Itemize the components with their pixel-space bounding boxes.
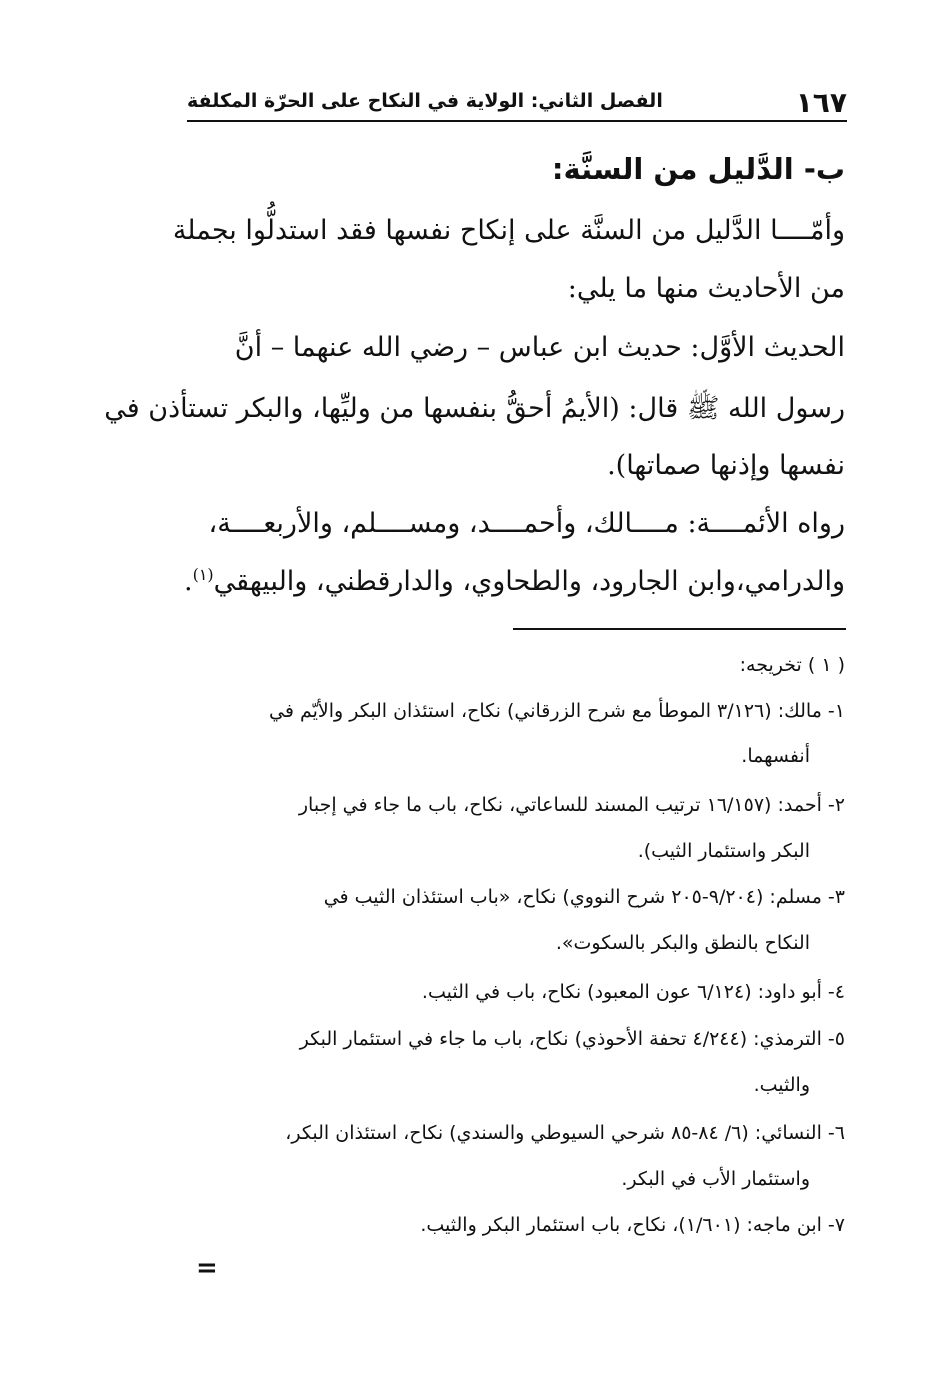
footnote-line: ٣- مسلم: (٩/٢٠٤-٢٠٥ شرح النووي) نكاح، «باب استئذان الثيب في [323, 886, 845, 908]
footnote-line: النكاح بالنطق والبكر بالسكوت». [555, 932, 810, 954]
body-line-6: رواه الأئمــــة: مــــالك، وأحمــــد، ومســــلم، والأربعــــة، [208, 508, 845, 539]
footnote-line: واستئمار الأب في البكر. [621, 1168, 810, 1190]
section-heading: ب- الدَّليل من السنَّة: [551, 152, 845, 186]
chapter-title: الفصل الثاني: الولاية في النكاح على الحرّة المكلفة [187, 90, 663, 112]
footnote-line: ٥- الترمذي: (٤/٢٤٤ تحفة الأحوذي) نكاح، باب ما جاء في استئمار البكر [299, 1028, 845, 1050]
body-line-2: من الأحاديث منها ما يلي: [567, 273, 845, 304]
footnote-heading: ( ١ ) تخريجه: [739, 654, 845, 676]
footnote-ref: (١) [192, 565, 214, 584]
header-rule [187, 120, 847, 122]
footnote-line: ١- مالك: (٣/١٢٦ الموطأ مع شرح الزرقاني) نكاح، استئذان البكر والأيّم في [269, 700, 845, 722]
footnote-line: ٧- ابن ماجه: (١/٦٠١)، نكاح، باب استئمار البكر والثيب. [420, 1214, 845, 1236]
footnote-line: ٦- النسائي: (٦/ ٨٤-٨٥ شرحي السيوطي والسندي) نكاح، استئذان البكر، [285, 1122, 845, 1144]
footnote-line: البكر واستئمار الثيب). [637, 840, 810, 862]
body-line-5: نفسها وإذنها صماتها). [607, 450, 845, 481]
body-line-3: الحديث الأوَّل: حديث ابن عباس – رضي الله عنهما – أنَّ [234, 332, 845, 363]
body-line-4: رسول الله ﷺ قال: (الأيمُ أحقُّ بنفسها من وليِّها، والبكر تستأذن في [104, 393, 845, 424]
page-number: ١٦٧ [795, 86, 847, 119]
body-line-7: والدرامي،وابن الجارود، والطحاوي، والدارقطني، والبيهقي$^{(١)}$. [183, 565, 845, 597]
end-mark: = [196, 1253, 218, 1283]
body-line-1: وأمّــــا الدَّليل من السنَّة على إنكاح نفسها فقد استدلُّوا بجملة [172, 215, 845, 246]
footnote-line: أنفسهما. [741, 745, 810, 767]
footnote-line: ٤- أبو داود: (٦/١٢٤ عون المعبود) نكاح، باب في الثيب. [421, 981, 845, 1003]
footnote-line: والثيب. [753, 1074, 810, 1096]
body-line-7-text: والدرامي،وابن الجارود، والطحاوي، والدارقطني، والبيهقي [213, 566, 845, 597]
footnote-line: ٢- أحمد: (١٦/١٥٧ ترتيب المسند للساعاتي، نكاح، باب ما جاء في إجبار [298, 794, 845, 816]
footnote-separator [513, 628, 846, 630]
